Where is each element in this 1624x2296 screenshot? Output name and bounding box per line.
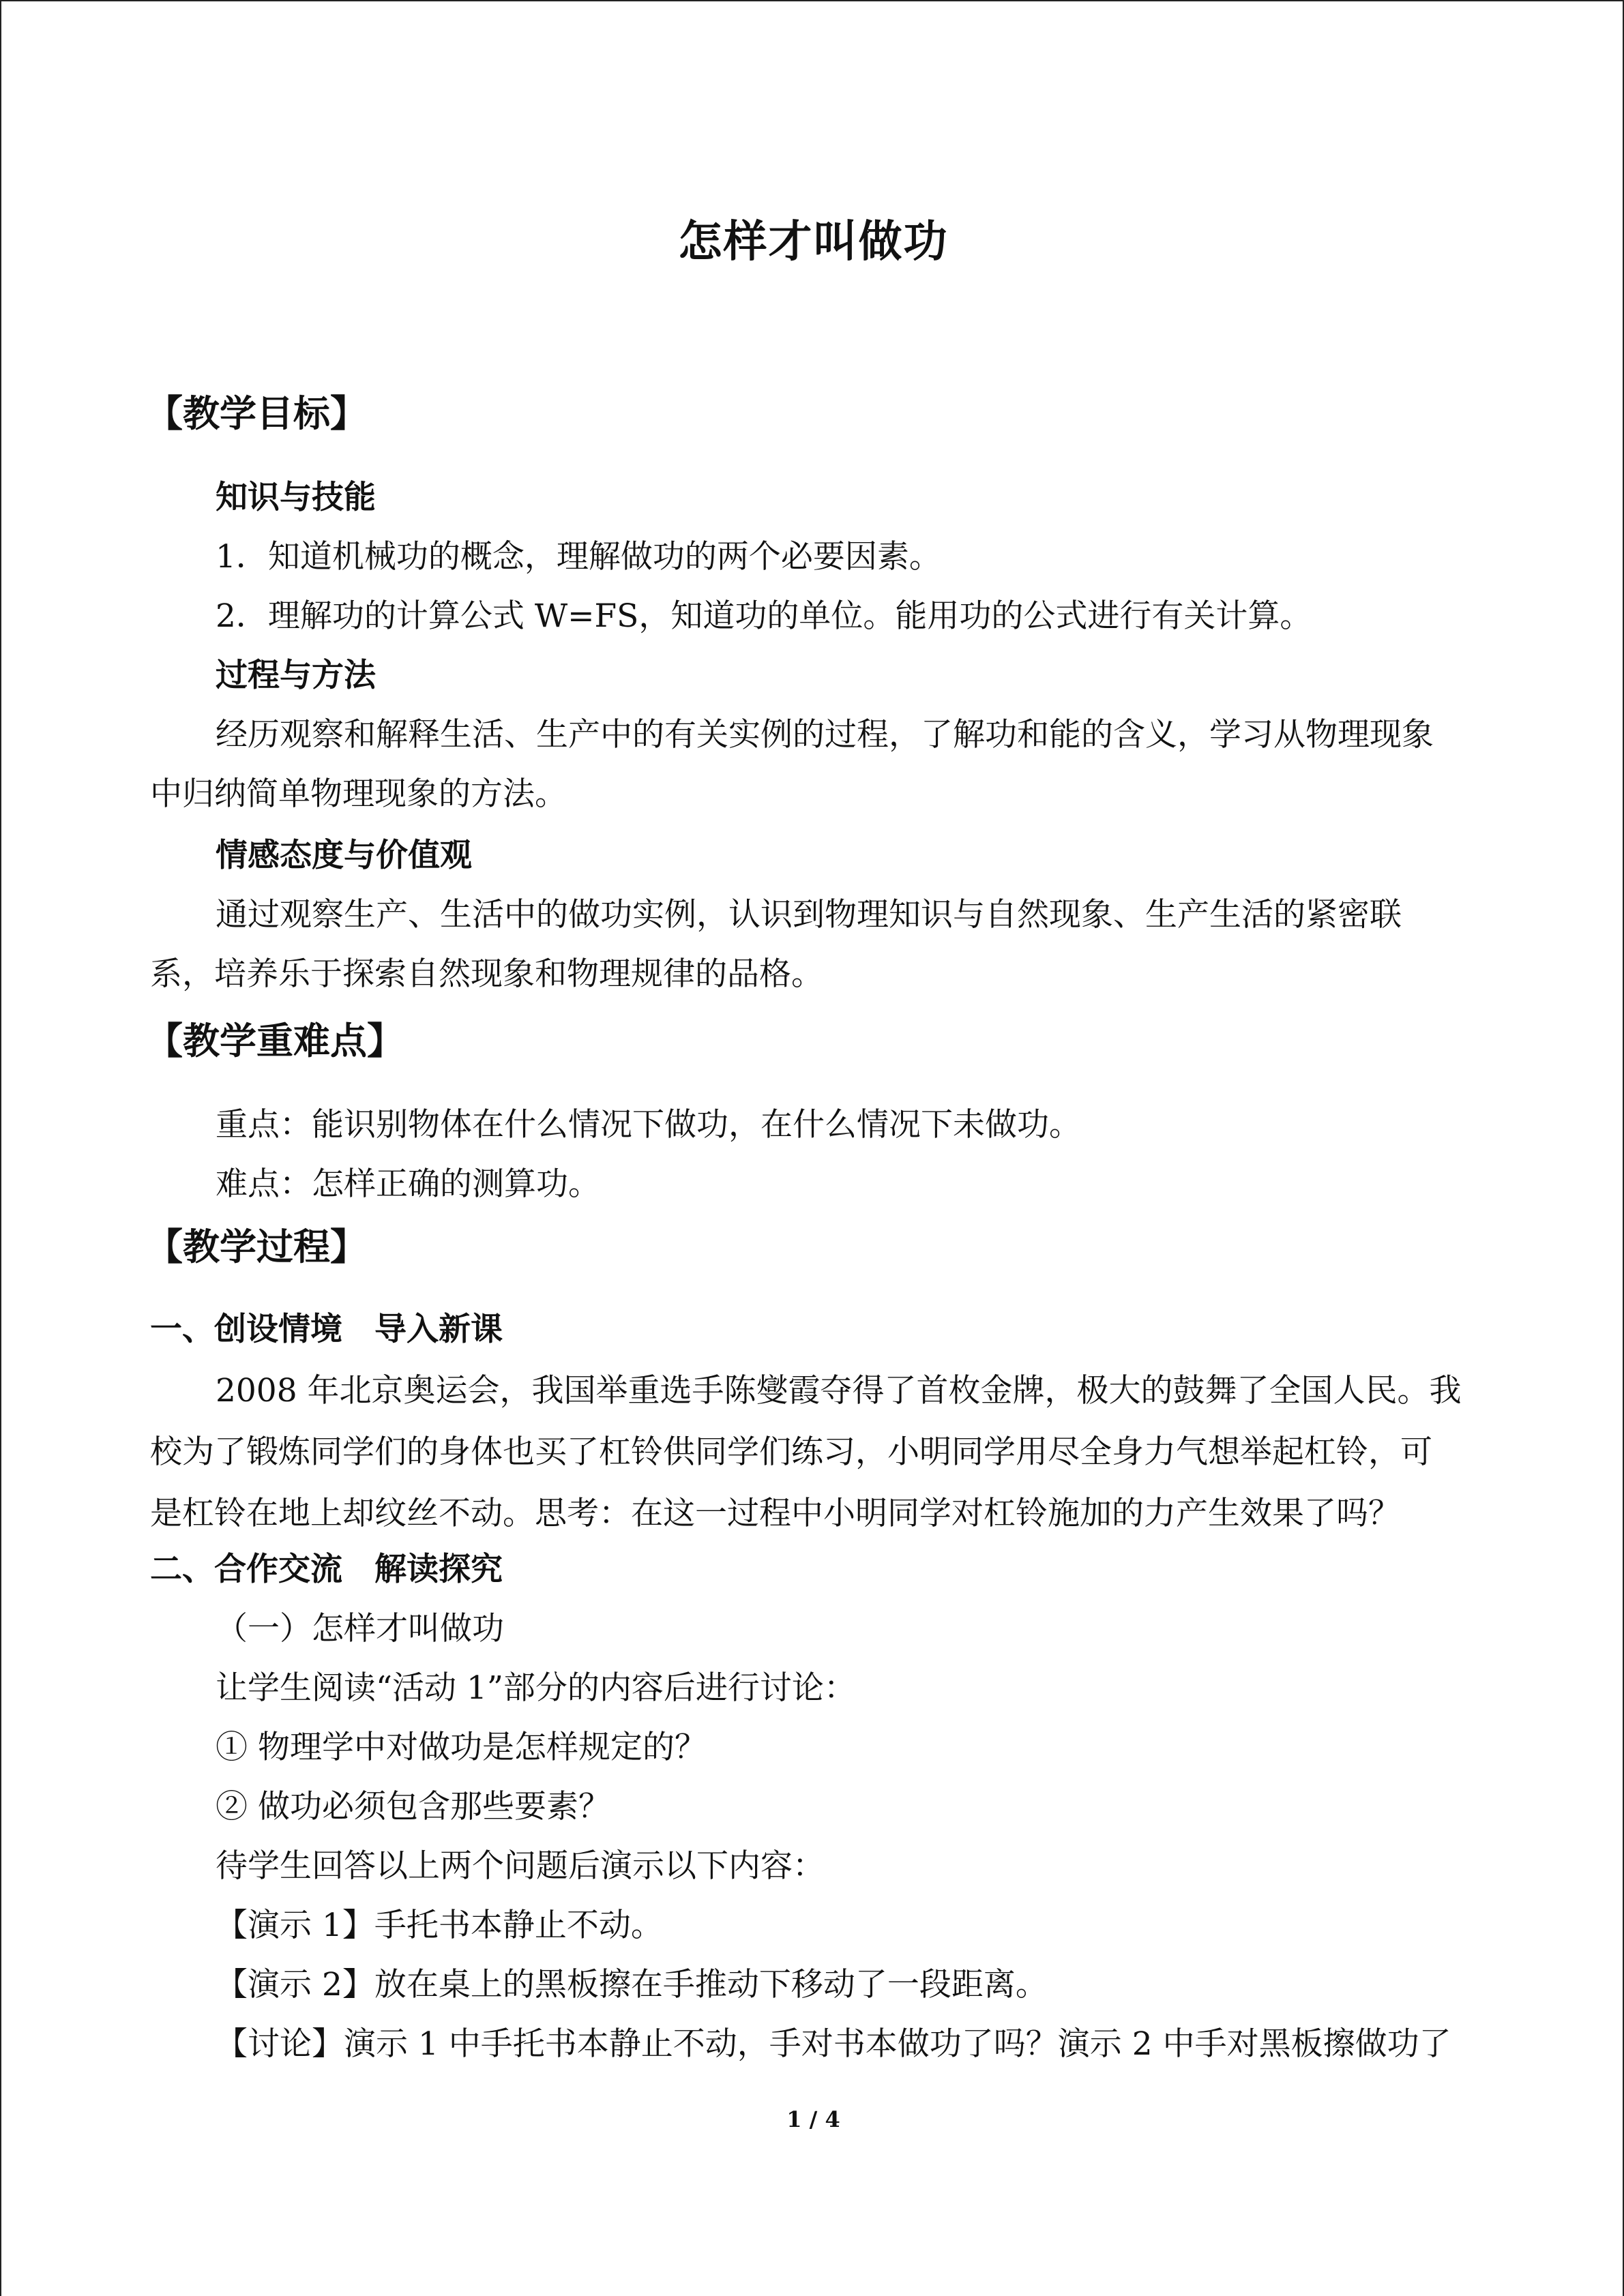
section-heading-process: 【教学过程】: [146, 1225, 367, 1268]
paragraph-part1-line-1: 2008 年北京奥运会，我国举重选手陈燮霞夺得了首枚金牌，极大的鼓舞了全国人民。我: [216, 1372, 1462, 1410]
paragraph-important: 重点：能识别物体在什么情况下做功，在什么情况下未做功。: [216, 1106, 1081, 1144]
page-title: 怎样才叫做功: [678, 217, 949, 267]
subheading-knowledge: 知识与技能: [216, 479, 376, 516]
subheading-part-1: 一、创设情境 导入新课: [150, 1311, 503, 1348]
paragraph-demo-1: 【演示 1】手托书本静止不动。: [216, 1907, 663, 1944]
section-heading-keypoints: 【教学重难点】: [146, 1019, 404, 1062]
subheading-method: 过程与方法: [216, 657, 376, 694]
paragraph-wait: 待学生回答以上两个问题后演示以下内容：: [216, 1847, 825, 1885]
paragraph-method-line-2: 中归纳简单物理现象的方法。: [150, 775, 567, 813]
list-item-question-1: ① 物理学中对做功是怎样规定的？: [216, 1729, 707, 1766]
paragraph-attitude-line-2: 系，培养乐于探索自然现象和物理规律的品格。: [150, 955, 823, 993]
subheading-part-2: 二、合作交流 解读探究: [150, 1551, 503, 1588]
paragraph-knowledge-1: 1．知道机械功的概念，理解做功的两个必要因素。: [216, 538, 941, 576]
section-heading-goals: 【教学目标】: [146, 392, 367, 435]
paragraph-attitude-line-1: 通过观察生产、生活中的做功实例，认识到物理知识与自然现象、生产生活的紧密联: [216, 896, 1402, 934]
paragraph-difficult: 难点：怎样正确的测算功。: [216, 1165, 600, 1203]
subheading-attitude: 情感态度与价值观: [216, 837, 472, 874]
paragraph-knowledge-2: 2．理解功的计算公式 W=FS，知道功的单位。能用功的公式进行有关计算。: [216, 597, 1312, 635]
paragraph-demo-2: 【演示 2】放在桌上的黑板擦在手推动下移动了一段距离。: [216, 1966, 1048, 2003]
paragraph-method-line-1: 经历观察和解释生活、生产中的有关实例的过程，了解功和能的含义，学习从物理现象: [216, 716, 1434, 754]
paragraph-discuss: 【讨论】演示 1 中手托书本静止不动，手对书本做功了吗？演示 2 中手对黑板擦做功了: [216, 2025, 1451, 2063]
paragraph-read: 让学生阅读“活动 1”部分的内容后进行讨论：: [216, 1669, 856, 1707]
paragraph-part1-line-2: 校为了锻炼同学们的身体也买了杠铃供同学们练习，小明同学用尽全身力气想举起杠铃，可: [150, 1433, 1432, 1471]
paragraph-sub1: （一）怎样才叫做功: [216, 1610, 504, 1648]
page-number: 1 / 4: [786, 2106, 840, 2132]
list-item-question-2: ② 做功必须包含那些要素？: [216, 1788, 610, 1825]
paragraph-part1-line-3: 是杠铃在地上却纹丝不动。思考：在这一过程中小明同学对杠铃施加的力产生效果了吗？: [150, 1495, 1400, 1532]
